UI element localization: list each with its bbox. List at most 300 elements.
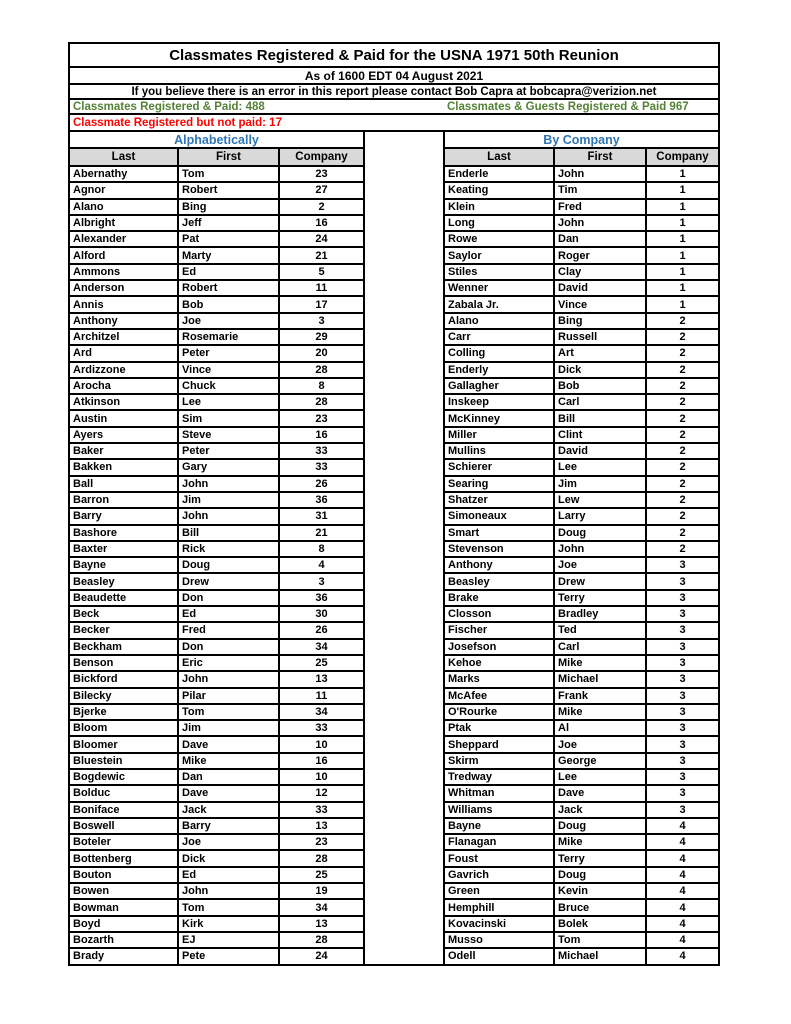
first-cell: Kevin (555, 884, 647, 900)
last-cell: Hemphill (445, 900, 555, 916)
last-cell: Bloom (70, 721, 179, 737)
last-cell: Fischer (445, 623, 555, 639)
company-cell: 2 (647, 477, 720, 493)
company-cell: 4 (280, 558, 365, 574)
first-cell: Clay (555, 265, 647, 281)
first-cell: Carl (555, 395, 647, 411)
first-cell: Terry (555, 591, 647, 607)
last-cell: Annis (70, 297, 179, 313)
company-cell: 4 (647, 900, 720, 916)
company-cell: 3 (647, 640, 720, 656)
first-cell: Lew (555, 493, 647, 509)
last-cell: Alano (70, 200, 179, 216)
first-cell: Doug (179, 558, 280, 574)
last-cell: Musso (445, 933, 555, 949)
company-cell: 16 (280, 428, 365, 444)
company-cell: 3 (647, 656, 720, 672)
table-row (445, 346, 720, 362)
first-cell: Jack (555, 803, 647, 819)
first-cell: Clint (555, 428, 647, 444)
table-row (70, 900, 365, 916)
table-row (70, 330, 365, 346)
last-cell: Schierer (445, 460, 555, 476)
company-cell: 4 (647, 933, 720, 949)
first-cell: Jim (555, 477, 647, 493)
last-cell: Bayne (445, 819, 555, 835)
table-row (70, 200, 365, 216)
last-cell: Bluestein (70, 754, 179, 770)
last-cell: Bowen (70, 884, 179, 900)
last-cell: Anthony (445, 558, 555, 574)
last-cell: Boyd (70, 917, 179, 933)
table-row (70, 216, 365, 232)
first-cell: Russell (555, 330, 647, 346)
last-cell: Shatzer (445, 493, 555, 509)
last-cell: Stiles (445, 265, 555, 281)
table-row (445, 574, 720, 590)
classmates-guests-registered-paid-count: Classmates & Guests Registered & Paid 967 (447, 100, 689, 113)
table-row (70, 917, 365, 933)
first-cell: Bing (179, 200, 280, 216)
last-cell: Josefson (445, 640, 555, 656)
first-cell: Sim (179, 411, 280, 427)
company-cell: 23 (280, 167, 365, 183)
table-row (445, 460, 720, 476)
first-cell: Doug (555, 868, 647, 884)
first-cell: Barry (179, 819, 280, 835)
company-cell: 4 (647, 917, 720, 933)
company-cell: 2 (647, 509, 720, 525)
first-cell: Mike (555, 656, 647, 672)
first-cell: John (179, 509, 280, 525)
table-row (70, 574, 365, 590)
last-cell: Ard (70, 346, 179, 362)
table-row (445, 477, 720, 493)
company-cell: 2 (647, 411, 720, 427)
registered-not-paid-count: Classmate Registered but not paid: 17 (70, 115, 718, 130)
table-row (445, 933, 720, 949)
table-row (70, 248, 365, 264)
first-cell: Michael (555, 672, 647, 688)
company-cell: 3 (647, 689, 720, 705)
first-cell: John (555, 542, 647, 558)
company-cell: 2 (647, 314, 720, 330)
last-cell: Ayers (70, 428, 179, 444)
table-row (70, 460, 365, 476)
company-cell: 28 (280, 395, 365, 411)
first-cell: Larry (555, 509, 647, 525)
last-cell: Simoneaux (445, 509, 555, 525)
table-row (445, 558, 720, 574)
table-row (70, 526, 365, 542)
company-cell: 1 (647, 216, 720, 232)
table-row (70, 509, 365, 525)
company-cell: 8 (280, 542, 365, 558)
company-cell: 34 (280, 640, 365, 656)
table-row (70, 428, 365, 444)
table-row (445, 200, 720, 216)
table-row (445, 297, 720, 313)
first-cell: Al (555, 721, 647, 737)
table-row (445, 379, 720, 395)
company-cell: 34 (280, 705, 365, 721)
last-cell: Enderle (445, 167, 555, 183)
last-cell: Sheppard (445, 737, 555, 753)
company-cell: 24 (280, 232, 365, 248)
company-cell: 3 (647, 721, 720, 737)
table-row (445, 803, 720, 819)
last-cell: Bjerke (70, 705, 179, 721)
last-cell: Austin (70, 411, 179, 427)
company-cell: 3 (647, 803, 720, 819)
table-row (445, 411, 720, 427)
last-cell: Green (445, 884, 555, 900)
first-cell: Bruce (555, 900, 647, 916)
last-cell: Enderly (445, 363, 555, 379)
first-cell: Dan (179, 770, 280, 786)
table-row (70, 379, 365, 395)
table-row (445, 265, 720, 281)
last-cell: Bogdewic (70, 770, 179, 786)
company-cell: 11 (280, 689, 365, 705)
table-row (445, 509, 720, 525)
company-cell: 4 (647, 949, 720, 965)
table-row (445, 835, 720, 851)
last-cell: Bozarth (70, 933, 179, 949)
table-row (70, 167, 365, 183)
company-cell: 27 (280, 183, 365, 199)
company-cell: 13 (280, 819, 365, 835)
company-cell: 33 (280, 803, 365, 819)
company-cell: 33 (280, 721, 365, 737)
table-row (445, 607, 720, 623)
table-row (445, 868, 720, 884)
first-cell: Dick (555, 363, 647, 379)
last-cell: Saylor (445, 248, 555, 264)
company-cell: 3 (647, 754, 720, 770)
table-row (70, 835, 365, 851)
table-row (70, 803, 365, 819)
table-row (70, 265, 365, 281)
table-row (445, 656, 720, 672)
first-cell: Tom (555, 933, 647, 949)
last-cell: Foust (445, 851, 555, 867)
table-row (445, 721, 720, 737)
first-cell: Bing (555, 314, 647, 330)
first-cell: Frank (555, 689, 647, 705)
last-cell: Brake (445, 591, 555, 607)
last-cell: Barron (70, 493, 179, 509)
first-cell: Ed (179, 868, 280, 884)
alphabetical-table (68, 132, 365, 966)
table-row (70, 591, 365, 607)
last-cell: Boniface (70, 803, 179, 819)
company-cell: 34 (280, 900, 365, 916)
last-cell: O'Rourke (445, 705, 555, 721)
last-cell: Carr (445, 330, 555, 346)
table-row (70, 411, 365, 427)
first-cell: Pete (179, 949, 280, 965)
company-cell: 28 (280, 933, 365, 949)
company-cell: 1 (647, 248, 720, 264)
table-row (70, 346, 365, 362)
table-row (70, 949, 365, 965)
table-row (445, 754, 720, 770)
company-cell: 5 (280, 265, 365, 281)
company-cell: 2 (647, 526, 720, 542)
last-cell: Gavrich (445, 868, 555, 884)
last-cell: Boteler (70, 835, 179, 851)
table-row (70, 689, 365, 705)
company-cell: 2 (647, 444, 720, 460)
last-cell: Alford (70, 248, 179, 264)
table-row (445, 819, 720, 835)
last-cell: Ptak (445, 721, 555, 737)
first-cell: Art (555, 346, 647, 362)
last-cell: Architzel (70, 330, 179, 346)
company-cell: 4 (647, 835, 720, 851)
company-cell: 4 (647, 851, 720, 867)
first-cell: Dan (555, 232, 647, 248)
last-cell: Alano (445, 314, 555, 330)
first-cell: Bradley (555, 607, 647, 623)
company-cell: 21 (280, 526, 365, 542)
report-sheet (68, 42, 720, 966)
first-cell: Dave (555, 786, 647, 802)
table-row (70, 737, 365, 753)
first-cell: Bob (555, 379, 647, 395)
last-cell: McAfee (445, 689, 555, 705)
first-cell: David (555, 444, 647, 460)
last-cell: Tredway (445, 770, 555, 786)
first-cell: Mike (555, 835, 647, 851)
company-cell: 30 (280, 607, 365, 623)
classmates-registered-paid-count: Classmates Registered & Paid: 488 (73, 100, 265, 113)
column-header-first: First (179, 149, 280, 167)
by-company-table (443, 132, 720, 966)
table-row (70, 183, 365, 199)
last-cell: McKinney (445, 411, 555, 427)
first-cell: Joe (555, 737, 647, 753)
table-row (70, 363, 365, 379)
last-cell: Ball (70, 477, 179, 493)
company-cell: 2 (647, 428, 720, 444)
table-row (445, 542, 720, 558)
first-cell: Lee (179, 395, 280, 411)
last-cell: Arocha (70, 379, 179, 395)
company-cell: 33 (280, 444, 365, 460)
last-cell: Whitman (445, 786, 555, 802)
company-cell: 2 (647, 542, 720, 558)
last-cell: Brady (70, 949, 179, 965)
last-cell: Bloomer (70, 737, 179, 753)
company-cell: 3 (647, 737, 720, 753)
last-cell: Bolduc (70, 786, 179, 802)
table-row (445, 623, 720, 639)
company-cell: 3 (647, 558, 720, 574)
first-cell: Terry (555, 851, 647, 867)
first-cell: Vince (555, 297, 647, 313)
last-cell: Beasley (70, 574, 179, 590)
first-cell: Jack (179, 803, 280, 819)
report-contact-line: If you believe there is an error in this report please contact Bob Capra at bobcapra@verizion.net (70, 85, 718, 100)
first-cell: Ed (179, 607, 280, 623)
first-cell: Lee (555, 460, 647, 476)
column-header-company: Company (280, 149, 365, 167)
table-row (445, 444, 720, 460)
last-cell: Bilecky (70, 689, 179, 705)
first-cell: John (555, 167, 647, 183)
company-cell: 24 (280, 949, 365, 965)
first-cell: John (179, 672, 280, 688)
company-cell: 3 (280, 314, 365, 330)
table-row (445, 591, 720, 607)
first-cell: Dave (179, 786, 280, 802)
last-cell: Bottenberg (70, 851, 179, 867)
last-cell: Smart (445, 526, 555, 542)
table-row (70, 721, 365, 737)
stats-row (70, 100, 718, 115)
first-cell: Robert (179, 183, 280, 199)
report-title: Classmates Registered & Paid for the USNA 1971 50th Reunion (70, 44, 718, 68)
first-cell: Ted (555, 623, 647, 639)
column-header-first: First (555, 149, 647, 167)
last-cell: Closson (445, 607, 555, 623)
company-cell: 23 (280, 835, 365, 851)
alphabetical-table-title: Alphabetically (70, 132, 365, 149)
table-row (70, 754, 365, 770)
alphabetical-table-rows (70, 167, 365, 966)
first-cell: John (179, 884, 280, 900)
last-cell: Mullins (445, 444, 555, 460)
table-row (445, 851, 720, 867)
first-cell: George (555, 754, 647, 770)
last-cell: Kovacinski (445, 917, 555, 933)
company-cell: 10 (280, 737, 365, 753)
first-cell: Michael (555, 949, 647, 965)
first-cell: Carl (555, 640, 647, 656)
company-cell: 4 (647, 884, 720, 900)
company-cell: 4 (647, 819, 720, 835)
table-row (70, 281, 365, 297)
company-cell: 26 (280, 477, 365, 493)
company-cell: 1 (647, 167, 720, 183)
table-row (445, 232, 720, 248)
company-cell: 31 (280, 509, 365, 525)
first-cell: Bill (555, 411, 647, 427)
company-cell: 28 (280, 851, 365, 867)
first-cell: Joe (179, 835, 280, 851)
table-row (70, 444, 365, 460)
table-row (70, 656, 365, 672)
first-cell: Bill (179, 526, 280, 542)
last-cell: Alexander (70, 232, 179, 248)
last-cell: Keating (445, 183, 555, 199)
last-cell: Inskeep (445, 395, 555, 411)
last-cell: Marks (445, 672, 555, 688)
company-cell: 25 (280, 656, 365, 672)
company-cell: 1 (647, 200, 720, 216)
company-cell: 25 (280, 868, 365, 884)
company-cell: 3 (647, 672, 720, 688)
first-cell: Peter (179, 444, 280, 460)
by-company-table-rows (445, 167, 720, 966)
first-cell: Kirk (179, 917, 280, 933)
table-row (70, 477, 365, 493)
company-cell: 4 (647, 868, 720, 884)
first-cell: John (179, 477, 280, 493)
table-row (445, 167, 720, 183)
last-cell: Williams (445, 803, 555, 819)
table-row (70, 868, 365, 884)
table-row (445, 493, 720, 509)
company-cell: 16 (280, 754, 365, 770)
company-cell: 11 (280, 281, 365, 297)
first-cell: Bob (179, 297, 280, 313)
first-cell: Jeff (179, 216, 280, 232)
by-company-column-header-row (445, 149, 720, 167)
last-cell: Beck (70, 607, 179, 623)
company-cell: 3 (647, 623, 720, 639)
report-asof-line: As of 1600 EDT 04 August 2021 (70, 68, 718, 85)
table-row (70, 933, 365, 949)
first-cell: Joe (555, 558, 647, 574)
company-cell: 2 (647, 395, 720, 411)
last-cell: Bashore (70, 526, 179, 542)
company-cell: 1 (647, 232, 720, 248)
table-row (445, 183, 720, 199)
first-cell: Chuck (179, 379, 280, 395)
first-cell: Don (179, 640, 280, 656)
company-cell: 3 (280, 574, 365, 590)
first-cell: Rosemarie (179, 330, 280, 346)
company-cell: 10 (280, 770, 365, 786)
table-row (445, 640, 720, 656)
last-cell: Becker (70, 623, 179, 639)
table-row (445, 330, 720, 346)
first-cell: Pat (179, 232, 280, 248)
table-row (445, 363, 720, 379)
first-cell: Joe (179, 314, 280, 330)
company-cell: 21 (280, 248, 365, 264)
last-cell: Long (445, 216, 555, 232)
table-row (445, 314, 720, 330)
first-cell: Rick (179, 542, 280, 558)
first-cell: Jim (179, 493, 280, 509)
company-cell: 2 (280, 200, 365, 216)
company-cell: 3 (647, 574, 720, 590)
company-cell: 8 (280, 379, 365, 395)
table-row (70, 819, 365, 835)
company-cell: 1 (647, 281, 720, 297)
last-cell: Skirm (445, 754, 555, 770)
last-cell: Wenner (445, 281, 555, 297)
first-cell: Marty (179, 248, 280, 264)
table-row (70, 542, 365, 558)
first-cell: Ed (179, 265, 280, 281)
last-cell: Beaudette (70, 591, 179, 607)
table-row (70, 297, 365, 313)
last-cell: Baker (70, 444, 179, 460)
company-cell: 2 (647, 493, 720, 509)
last-cell: Albright (70, 216, 179, 232)
first-cell: Drew (179, 574, 280, 590)
first-cell: Dave (179, 737, 280, 753)
company-cell: 2 (647, 379, 720, 395)
first-cell: Steve (179, 428, 280, 444)
first-cell: Mike (179, 754, 280, 770)
first-cell: Roger (555, 248, 647, 264)
